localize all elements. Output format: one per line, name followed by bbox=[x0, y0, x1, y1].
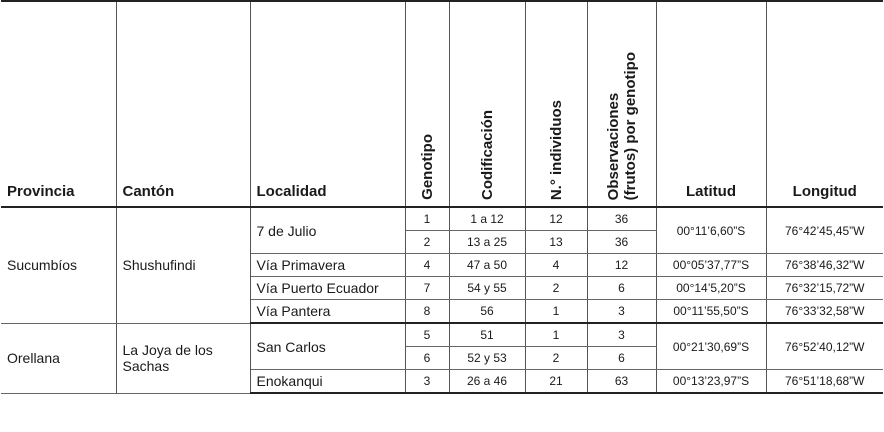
header-longitud: Longitud bbox=[766, 1, 883, 207]
observaciones-cell: 6 bbox=[587, 277, 656, 300]
observaciones-cell: 63 bbox=[587, 370, 656, 394]
table-row bbox=[1, 323, 883, 347]
header-genotipo-label: Genotipo bbox=[418, 134, 436, 200]
individuos-cell: 12 bbox=[525, 207, 587, 231]
individuos-cell: 4 bbox=[525, 254, 587, 277]
codificacion-cell: 51 bbox=[449, 323, 525, 347]
longitud-cell: 76°33’32,58”W bbox=[766, 300, 883, 324]
localidad-cell: Vía Pantera bbox=[250, 300, 405, 324]
header-observaciones-line2: (frutos) por genotipo bbox=[621, 51, 639, 200]
header-individuos bbox=[525, 1, 587, 207]
genotipo-cell: 1 bbox=[405, 207, 449, 231]
longitud-cell: 76°42’45,45”W bbox=[766, 207, 883, 254]
header-observaciones-line1: Observaciones bbox=[604, 92, 622, 200]
longitud-cell: 76°52’40,12”W bbox=[766, 323, 883, 370]
latitud-cell: 00°05’37,77”S bbox=[656, 254, 766, 277]
canton-cell: Shushufindi bbox=[116, 207, 250, 323]
observaciones-cell: 36 bbox=[587, 207, 656, 231]
observaciones-cell: 12 bbox=[587, 254, 656, 277]
header-observaciones-label bbox=[605, 52, 639, 200]
codificacion-cell: 26 a 46 bbox=[449, 370, 525, 394]
localidad-cell: Vía Puerto Ecuador bbox=[250, 277, 405, 300]
individuos-cell: 2 bbox=[525, 277, 587, 300]
header-row bbox=[1, 1, 883, 207]
codificacion-cell: 47 a 50 bbox=[449, 254, 525, 277]
longitud-cell: 76°51’18,68”W bbox=[766, 370, 883, 394]
individuos-cell: 1 bbox=[525, 300, 587, 324]
header-latitud: Latitud bbox=[656, 1, 766, 207]
codificacion-cell: 52 y 53 bbox=[449, 347, 525, 370]
genotipo-cell: 6 bbox=[405, 347, 449, 370]
latitud-cell: 00°13’23,97”S bbox=[656, 370, 766, 394]
provincia-cell: Sucumbíos bbox=[1, 207, 116, 323]
codificacion-cell: 56 bbox=[449, 300, 525, 324]
individuos-cell: 2 bbox=[525, 347, 587, 370]
individuos-cell: 13 bbox=[525, 231, 587, 254]
latitud-cell: 00°11’55,50”S bbox=[656, 300, 766, 324]
provincia-cell: Orellana bbox=[1, 323, 116, 393]
longitud-cell: 76°38’46,32”W bbox=[766, 254, 883, 277]
latitud-cell: 00°14’5,20”S bbox=[656, 277, 766, 300]
localidad-cell: 7 de Julio bbox=[250, 207, 405, 254]
header-canton: Cantón bbox=[116, 1, 250, 207]
header-localidad: Localidad bbox=[250, 1, 405, 207]
localidad-cell: Enokanqui bbox=[250, 370, 405, 394]
header-provincia: Provincia bbox=[1, 1, 116, 207]
canton-cell: La Joya de los Sachas bbox=[116, 323, 250, 393]
genotipo-cell: 4 bbox=[405, 254, 449, 277]
codificacion-cell: 1 a 12 bbox=[449, 207, 525, 231]
genotipo-cell: 8 bbox=[405, 300, 449, 324]
header-observaciones bbox=[587, 1, 656, 207]
observaciones-cell: 3 bbox=[587, 300, 656, 324]
header-genotipo bbox=[405, 1, 449, 207]
genotipo-cell: 2 bbox=[405, 231, 449, 254]
observaciones-cell: 3 bbox=[587, 323, 656, 347]
genotipo-cell: 3 bbox=[405, 370, 449, 394]
header-codificacion-label: Codificación bbox=[478, 109, 496, 200]
latitud-cell: 00°11’6,60”S bbox=[656, 207, 766, 254]
individuos-cell: 21 bbox=[525, 370, 587, 394]
genotype-table bbox=[1, 0, 883, 394]
observaciones-cell: 36 bbox=[587, 231, 656, 254]
latitud-cell: 00°21’30,69”S bbox=[656, 323, 766, 370]
codificacion-cell: 54 y 55 bbox=[449, 277, 525, 300]
header-individuos-label: N.° individuos bbox=[547, 99, 565, 200]
longitud-cell: 76°32’15,72”W bbox=[766, 277, 883, 300]
localidad-cell: Vía Primavera bbox=[250, 254, 405, 277]
table-row bbox=[1, 207, 883, 231]
genotipo-cell: 7 bbox=[405, 277, 449, 300]
individuos-cell: 1 bbox=[525, 323, 587, 347]
table-body bbox=[1, 207, 883, 393]
localidad-cell: San Carlos bbox=[250, 323, 405, 370]
genotipo-cell: 5 bbox=[405, 323, 449, 347]
header-codificacion bbox=[449, 1, 525, 207]
codificacion-cell: 13 a 25 bbox=[449, 231, 525, 254]
observaciones-cell: 6 bbox=[587, 347, 656, 370]
